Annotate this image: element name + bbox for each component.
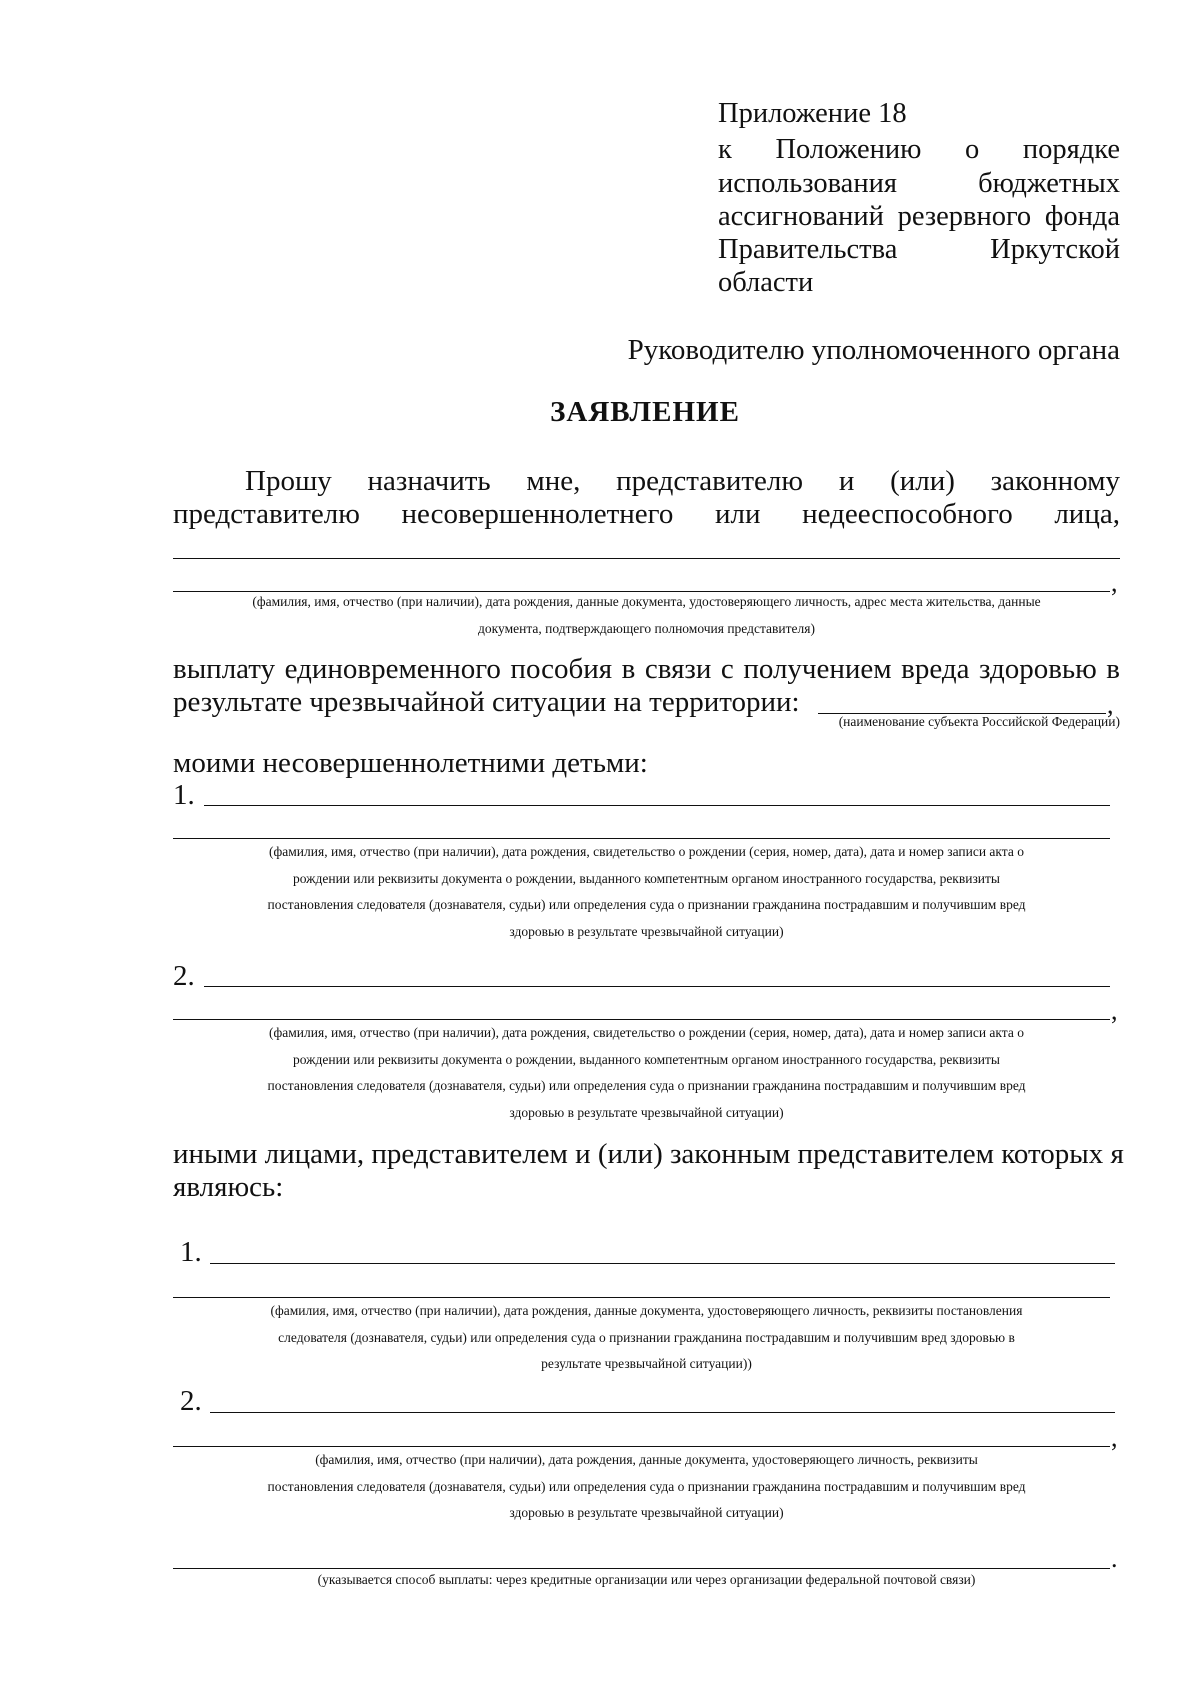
word: назначить — [367, 465, 491, 497]
other-2-fill-line[interactable] — [210, 1412, 1115, 1413]
trailing-period: . — [1111, 1544, 1118, 1573]
child-1-fill-line[interactable] — [204, 805, 1110, 806]
intro-line-1 — [245, 464, 1120, 498]
caption-line: здоровью в результате чрезвычайной ситуации) — [509, 1104, 784, 1120]
word: (или) — [890, 465, 955, 497]
payment-method-caption: (указывается способ выплаты: через кредитные организации или через организации федеральной почтовой связи) — [317, 1572, 976, 1587]
other-2-caption — [173, 1447, 1120, 1527]
trailing-comma: , — [1107, 690, 1114, 719]
other-1-fill-line[interactable] — [210, 1263, 1115, 1264]
applicant-caption — [173, 592, 1120, 639]
document-title: ЗАЯВЛЕНИЕ — [550, 396, 740, 428]
child-2-caption — [173, 1020, 1120, 1126]
caption-line: следователя (дознавателя, судьи) или определения суда о признании гражданина пострадавшим и получившим вред здоровью в — [278, 1329, 1015, 1345]
child-2-number: 2. — [173, 960, 195, 992]
child-1-number: 1. — [173, 779, 195, 811]
word: недееспособного — [802, 498, 1013, 530]
caption-line: здоровью в результате чрезвычайной ситуации) — [509, 923, 784, 939]
trailing-comma: , — [1111, 1423, 1118, 1452]
word: Иркутской — [990, 234, 1120, 265]
caption-line: здоровью в результате чрезвычайной ситуации) — [509, 1505, 784, 1520]
word: порядке — [1022, 134, 1120, 165]
other-2-number: 2. — [180, 1385, 202, 1417]
caption-line: рождении или реквизиты документа о рождении, выданного компетентным органом иностранного государства, реквизиты — [293, 870, 1000, 886]
appendix-line-5 — [718, 234, 1120, 266]
appendix-line-6: области — [718, 267, 814, 298]
caption-line: постановления следователя (дознавателя, судьи) или определения суда о признании гражданина пострадавшим и получившим вред — [267, 1078, 1026, 1093]
child-2-fill-line[interactable] — [204, 986, 1110, 987]
word: фонда — [1044, 201, 1120, 232]
appendix-line-4 — [718, 201, 1120, 233]
caption-line: результате чрезвычайной ситуации)) — [541, 1356, 752, 1371]
word: бюджетных — [978, 168, 1120, 199]
word: или — [714, 498, 761, 530]
children-heading: моими несовершеннолетними детьми: — [173, 747, 648, 779]
word: представителю — [173, 498, 360, 530]
word: Прошу — [245, 465, 332, 497]
intro-line-2 — [173, 497, 1120, 531]
word: о — [965, 134, 980, 165]
payment-text-line-2: результате чрезвычайной ситуации на территории: — [173, 686, 800, 718]
word: ассигнований — [718, 201, 884, 232]
other-1-number: 1. — [180, 1236, 202, 1268]
payment-text-line-1: выплату единовременного пособия в связи с получением вреда здоровью в — [173, 653, 1120, 685]
caption-line: (фамилия, имя, отчество (при наличии), дата рождения, данные документа, удостоверяющего личность, адрес места жительства, данные — [252, 594, 1041, 609]
word: законному — [990, 465, 1120, 497]
caption-line: документа, подтверждающего полномочия представителя) — [478, 621, 815, 636]
word: Правительства — [718, 234, 898, 265]
caption-line: (фамилия, имя, отчество (при наличии), дата рождения, данные документа, удостоверяющего личность, реквизиты — [315, 1452, 978, 1467]
caption-line: (фамилия, имя, отчество (при наличии), дата рождения, данные документа, удостоверяющего личность, реквизиты постановления — [270, 1303, 1023, 1318]
word: к — [718, 134, 732, 165]
caption-line: (фамилия, имя, отчество (при наличии), дата рождения, свидетельство о рождении (серия, номер, дата), дата и номер записи акта о — [269, 1025, 1024, 1040]
trailing-comma: , — [1111, 996, 1118, 1025]
word: использования — [718, 168, 897, 199]
word: резервного — [897, 201, 1032, 232]
appendix-number: Приложение 18 — [718, 98, 907, 129]
word: мне, — [526, 465, 581, 497]
word: и — [838, 465, 855, 497]
trailing-comma: , — [1111, 568, 1118, 597]
caption-line: (фамилия, имя, отчество (при наличии), дата рождения, свидетельство о рождении (серия, номер, дата), дата и номер записи акта о — [269, 844, 1024, 859]
subject-caption: (наименование субъекта Российской Федерации) — [838, 714, 1120, 729]
word: лица, — [1054, 498, 1120, 530]
word: представителю — [616, 465, 804, 497]
appendix-line-2 — [718, 134, 1120, 166]
caption-line: рождении или реквизиты документа о рождении, выданного компетентным органом иностранного государства, реквизиты — [293, 1051, 1000, 1067]
applicant-fill-line[interactable] — [173, 558, 1120, 559]
word: несовершеннолетнего — [401, 498, 674, 530]
others-heading-line-2: являюсь: — [173, 1171, 284, 1203]
word: Положению — [775, 134, 922, 165]
other-1-caption — [173, 1298, 1120, 1378]
payment-method-fill-line[interactable] — [173, 1568, 1110, 1569]
addressee: Руководителю уполномоченного органа — [627, 334, 1120, 366]
appendix-line-3 — [718, 168, 1120, 200]
caption-line: постановления следователя (дознавателя, судьи) или определения суда о признании гражданина пострадавшим и получившим вред — [267, 897, 1026, 912]
others-heading-line-1: иными лицами, представителем и (или) законным представителем которых я — [173, 1138, 1124, 1170]
caption-line: постановления следователя (дознавателя, судьи) или определения суда о признании гражданина пострадавшим и получившим вред — [267, 1478, 1026, 1494]
child-1-caption — [173, 839, 1120, 945]
